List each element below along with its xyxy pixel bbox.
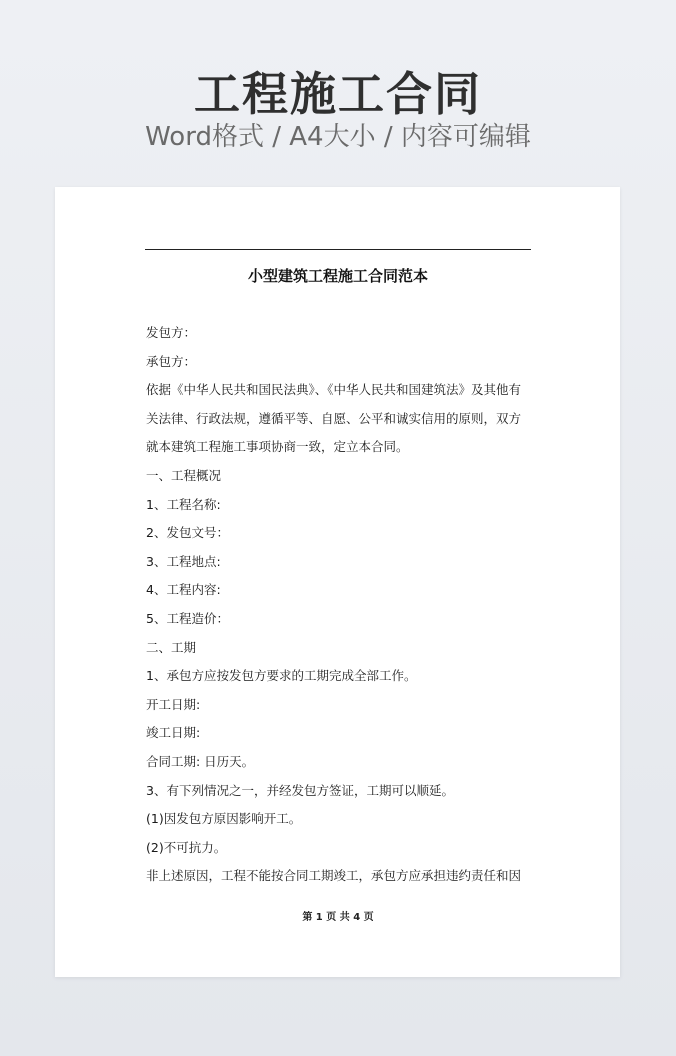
schedule-clause-1: 1、承包方应按发包方要求的工期完成全部工作。 <box>146 668 417 684</box>
preamble-line-3: 就本建筑工程施工事项协商一致，定立本合同。 <box>146 439 409 455</box>
project-name-line: 1、工程名称: <box>146 496 221 512</box>
project-location-line: 3、工程地点: <box>146 553 221 569</box>
preamble-line-1: 依据《中华人民共和国民法典》、《中华人民共和国建筑法》及其他有 <box>146 382 522 398</box>
start-date-line: 开工日期: <box>146 696 201 712</box>
document-title: 小型建筑工程施工合同范本 <box>247 267 428 285</box>
banner-subtitle: Word格式 / A4大小 / 内容可编辑 <box>145 122 531 152</box>
preamble-line-2: 关法律、行政法规，遵循平等、自愿、公平和诚实信用的原则，双方 <box>146 410 522 426</box>
project-content-line: 4、工程内容: <box>146 582 221 598</box>
section-heading-schedule: 二、工期 <box>146 639 197 655</box>
page-number: 第 1 页 共 4 页 <box>302 912 374 923</box>
extension-reason-1: (1)因发包方原因影响开工。 <box>146 811 302 827</box>
document-body <box>146 319 532 891</box>
schedule-clause-3: 3、有下列情况之一，并经发包方签证，工期可以顺延。 <box>146 782 454 798</box>
header-rule <box>145 249 531 250</box>
liability-line: 非上述原因，工程不能按合同工期竣工，承包方应承担违约责任和因 <box>146 868 522 884</box>
banner-title: 工程施工合同 <box>194 67 482 121</box>
extension-reason-2: (2)不可抗力。 <box>146 839 227 855</box>
section-heading-overview: 一、工程概况 <box>146 467 222 483</box>
party-a-line: 发包方： <box>146 325 197 340</box>
completion-date-line: 竣工日期: <box>146 725 201 741</box>
contract-duration-line: 合同工期: 日历天。 <box>146 753 255 769</box>
document-number-line: 2、发包文号： <box>146 525 229 541</box>
party-b-line: 承包方： <box>146 353 197 369</box>
project-cost-line: 5、工程造价： <box>146 610 229 626</box>
document-page <box>55 187 620 977</box>
